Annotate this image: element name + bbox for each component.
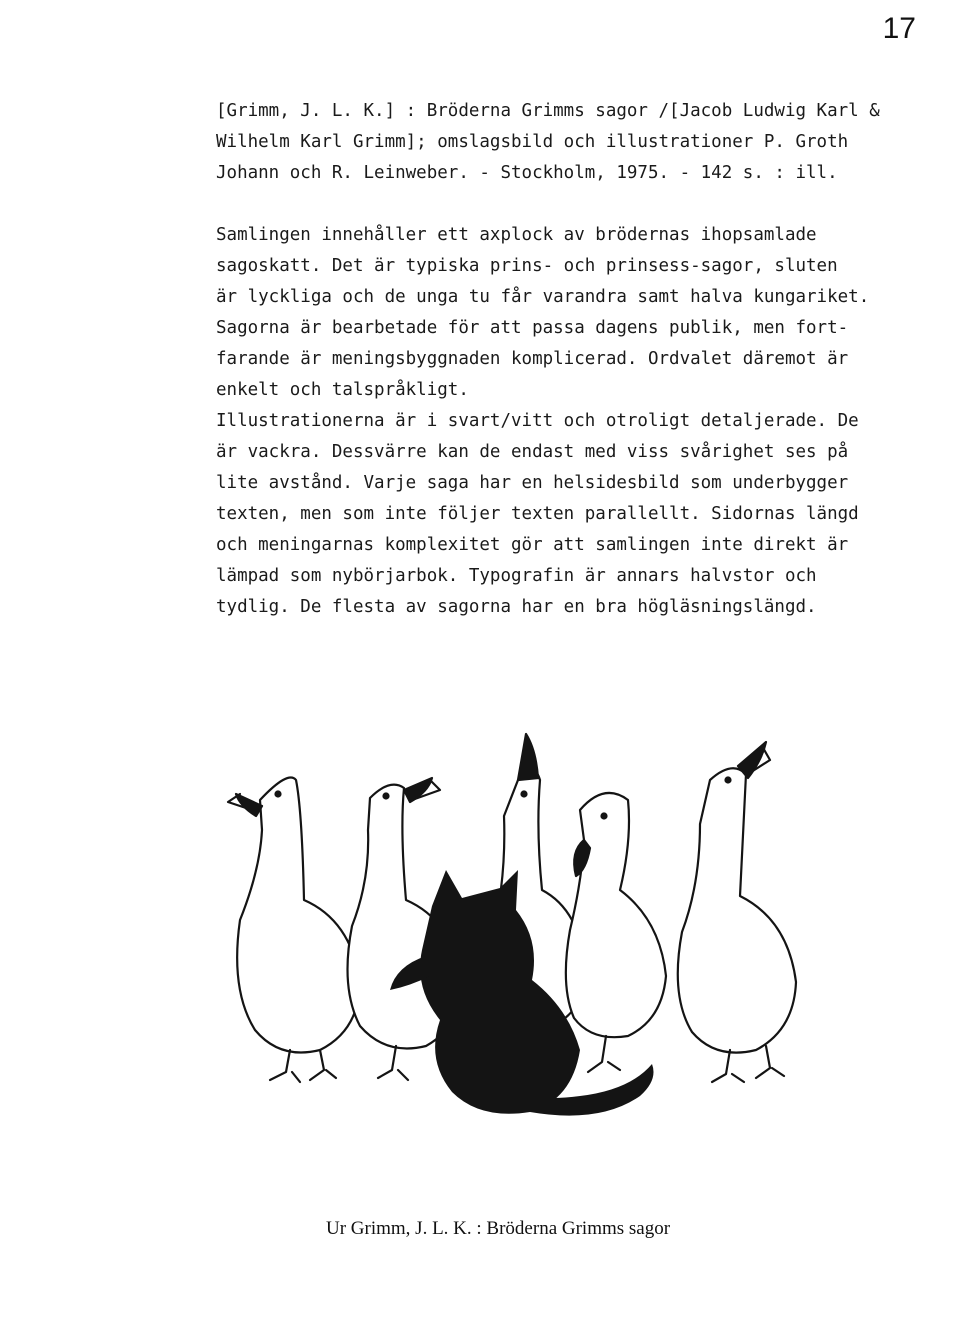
goose-figure [678,742,796,1082]
goose-figure [566,793,666,1072]
review-line: är lyckliga och de unga tu får varandra samt halva kungariket. [216,287,870,307]
review-line: sagoskatt. Det är typiska prins- och prinsess-sagor, sluten [216,256,838,276]
review-line: farande är meningsbyggnaden komplicerad. Ordvalet däremot är [216,349,849,369]
goose-figure [228,778,360,1083]
review-line: texten, men som inte följer texten parallellt. Sidornas längd [216,504,859,524]
bibliographic-citation [216,96,880,189]
review-line: lite avstånd. Varje saga har en helsidesbild som underbygger [216,473,849,493]
page-number: 17 [882,12,916,45]
citation-line: [Grimm, J. L. K.] : Bröderna Grimms sagor /[Jacob Ludwig Karl & [216,101,880,121]
geese-and-fox-illustration [200,720,800,1150]
citation-line: Wilhelm Karl Grimm]; omslagsbild och illustrationer P. Groth [216,132,849,152]
review-text [216,220,870,623]
review-line: tydlig. De flesta av sagorna har en bra högläsningslängd. [216,597,817,617]
document-body [216,96,880,623]
paragraph-gap [216,189,856,220]
review-line: Illustrationerna är i svart/vitt och otroligt detaljerade. De [216,411,859,431]
review-line: Samlingen innehåller ett axplock av brödernas ihopsamlade [216,225,817,245]
review-line: enkelt och talspråkligt. [216,380,469,400]
illustration-caption: Ur Grimm, J. L. K. : Bröderna Grimms sagor [326,1218,671,1239]
review-line: lämpad som nybörjarbok. Typografin är annars halvstor och [216,566,817,586]
review-line: är vackra. Dessvärre kan de endast med viss svårighet ses på [216,442,849,462]
review-line: och meningarnas komplexitet gör att samlingen inte direkt är [216,535,849,555]
citation-line: Johann och R. Leinweber. - Stockholm, 1975. - 142 s. : ill. [216,163,838,183]
review-line: Sagorna är bearbetade för att passa dagens publik, men fort- [216,318,849,338]
